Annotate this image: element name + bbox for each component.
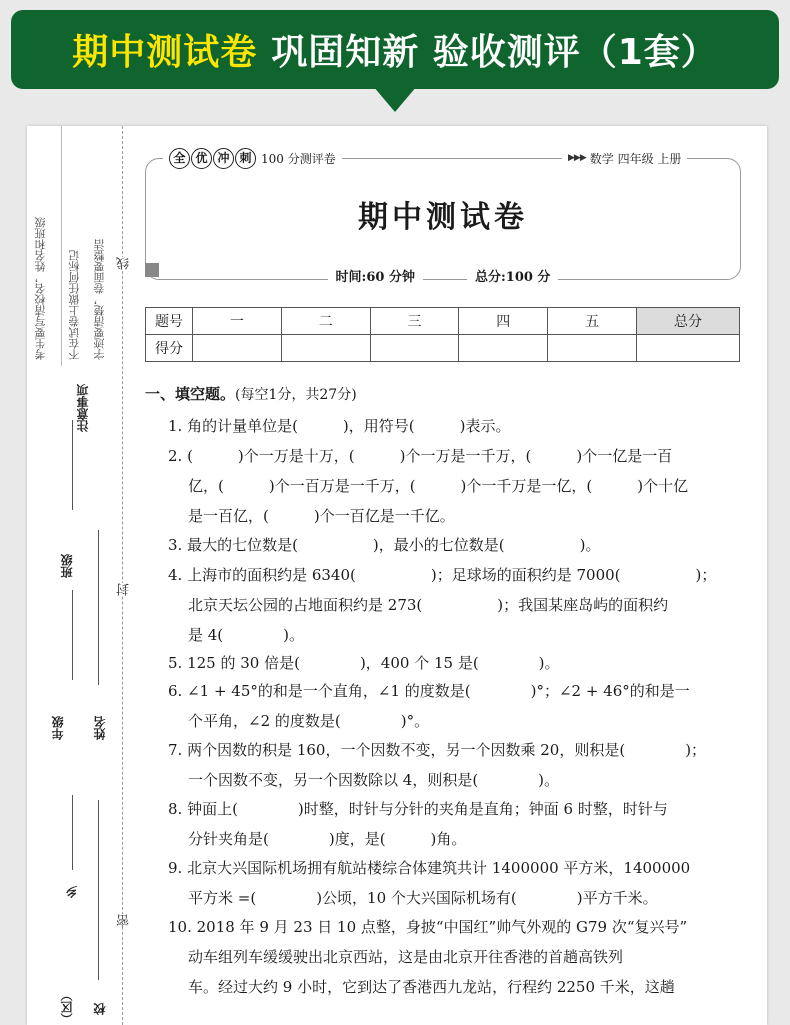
brand-char-4: 刺 <box>235 148 256 169</box>
question-line: 10. 2018 年 9 月 23 日 10 点整，身披“中国红”帅气外观的 G79 次“复兴号” <box>168 918 688 936</box>
question-8 <box>168 794 748 854</box>
score-header-label: 题号 <box>146 308 193 335</box>
notes-divider <box>61 126 63 366</box>
score-col-1: 一 <box>193 308 282 335</box>
score-table <box>145 307 740 362</box>
question-line: 5. 125 的 30 倍是( )，400 个 15 是( )。 <box>168 654 560 672</box>
score-cell-4[interactable] <box>459 335 548 362</box>
score-cell-2[interactable] <box>281 335 370 362</box>
question-line: 是 4( )。 <box>188 626 305 644</box>
class-underline <box>72 420 74 510</box>
town-underline <box>72 795 74 870</box>
note-line-2: 不在试卷上做任何标记 <box>68 250 81 360</box>
note-line-1: 考生要写清校名，姓名和班级 <box>34 217 47 360</box>
arrow-right-icon: ▶▶▶ <box>568 153 586 163</box>
question-line: 7. 两个因数的积是 160，一个因数不变，另一个因数乘 20，则积是( )； <box>168 741 707 759</box>
question-line: 平方米 =( )公顷，10 个大兴国际机场有( )平方千米。 <box>188 889 658 907</box>
score-row-label: 得分 <box>146 335 193 362</box>
question-7 <box>168 735 748 795</box>
score-col-total: 总分 <box>637 308 740 335</box>
notes-title: 注意事项 <box>76 384 90 432</box>
note-line-3: 字迹要清楚，卷面要整洁 <box>93 239 106 360</box>
seal-mi: 密 <box>117 914 132 927</box>
score-col-5: 五 <box>548 308 637 335</box>
exam-total: 总分:100 分 <box>467 270 558 285</box>
brand-char-3: 冲 <box>213 148 234 169</box>
brand-char-2: 优 <box>191 148 212 169</box>
grade-underline <box>72 590 74 680</box>
score-cell-1[interactable] <box>193 335 282 362</box>
score-col-4: 四 <box>459 308 548 335</box>
question-10 <box>168 912 748 1002</box>
question-line: 2. ( )个一万是十万，( )个一万是一千万，( )个一亿是一百 <box>168 447 673 465</box>
question-line: 是一百亿，( )个一百亿是一千亿。 <box>188 507 455 525</box>
question-1 <box>168 411 748 441</box>
question-3 <box>168 530 748 560</box>
question-line: 4. 上海市的面积约是 6340( )；足球场的面积约是 7000( )； <box>168 566 717 584</box>
question-4 <box>168 560 748 650</box>
question-line: 8. 钟面上( )时整，时针与分针的夹角是直角；钟面 6 时整，时针与 <box>168 800 668 818</box>
question-line: 个平角，∠2 的度数是( )°。 <box>188 712 430 730</box>
score-cell-total[interactable] <box>637 335 740 362</box>
school-label: 校 <box>93 1003 107 1015</box>
score-value-row <box>146 335 740 362</box>
brand-label <box>163 147 342 169</box>
name-underline <box>98 530 100 685</box>
name-label: 姓名 <box>93 716 107 740</box>
score-cell-3[interactable] <box>370 335 459 362</box>
question-line: 分针夹角是( )度，是( )角。 <box>188 830 467 848</box>
question-5 <box>168 648 748 678</box>
grade-label: 年级 <box>51 716 65 740</box>
brand-char-1: 全 <box>169 148 190 169</box>
section-note: (每空1分，共27分) <box>235 387 357 403</box>
question-line: 北京天坛公园的占地面积约是 273( )；我国某座岛屿的面积约 <box>188 596 669 614</box>
promo-banner <box>11 10 779 89</box>
brand-subtitle: 100 分测评卷 <box>261 151 336 166</box>
question-line: 1. 角的计量单位是( )，用符号( )表示。 <box>168 417 511 435</box>
question-line: 动车组列车缓缓驶出北京西站，这是由北京开往香港的首趟高铁列 <box>188 948 624 966</box>
district-label: （区） <box>60 989 74 1025</box>
school-underline <box>98 800 100 980</box>
section-title <box>145 383 357 404</box>
score-col-2: 二 <box>281 308 370 335</box>
seal-feng: 封 <box>117 583 132 596</box>
banner-text <box>11 10 779 89</box>
subject-label <box>562 147 687 169</box>
section-heading: 一、填空题。 <box>145 385 236 403</box>
banner-arrow-icon <box>373 86 417 112</box>
exam-time: 时间:60 分钟 <box>328 270 423 285</box>
class-label: 班级 <box>60 554 74 578</box>
score-cell-5[interactable] <box>548 335 637 362</box>
subject-text: 数学 四年级 上册 <box>589 151 682 166</box>
question-line: 6. ∠1 + 45°的和是一个直角，∠1 的度数是( )°；∠2 + 46°的和是一 <box>168 682 690 700</box>
banner-highlight: 期中测试卷 <box>72 32 258 73</box>
question-6 <box>168 676 748 736</box>
question-line: 9. 北京大兴国际机场拥有航站楼综合体建筑共计 1400000 平方米，1400000 <box>168 859 691 877</box>
question-9 <box>168 853 748 913</box>
exam-meta <box>145 266 741 285</box>
question-line: 车。经过大约 9 小时，它到达了香港西九龙站，行程约 2250 千米，这趟 <box>188 978 675 996</box>
question-2 <box>168 441 748 531</box>
question-line: 亿，( )个一百万是一千万，( )个一千万是一亿，( )个十亿 <box>188 477 689 495</box>
question-line: 3. 最大的七位数是( )，最小的七位数是( )。 <box>168 536 601 554</box>
score-col-3: 三 <box>370 308 459 335</box>
seal-xian: 线 <box>117 257 132 270</box>
score-header-row <box>146 308 740 335</box>
question-line: 一个因数不变，另一个因数除以 4，则积是( )。 <box>188 771 560 789</box>
town-label: 乡 <box>65 886 79 898</box>
banner-rest: 巩固知新 验收测评（1套） <box>271 32 718 73</box>
exam-title: 期中测试卷 <box>358 200 528 235</box>
